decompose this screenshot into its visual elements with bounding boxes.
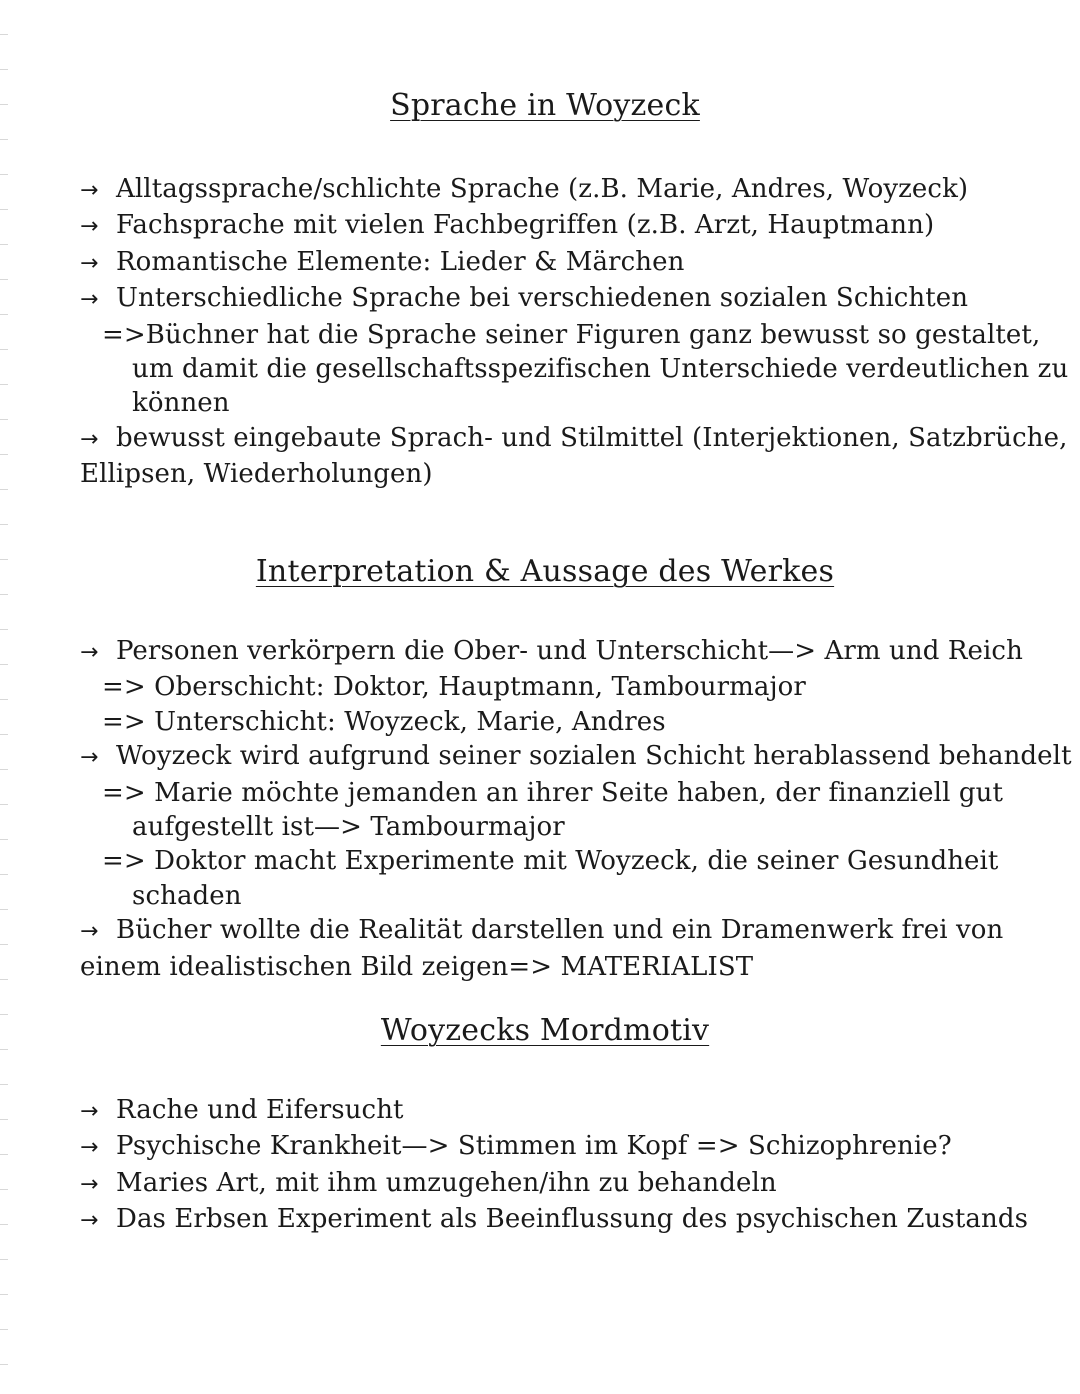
continuation-line: einem idealistischen Bild zeigen=> MATERIALIST (80, 951, 754, 982)
continuation-line: können (132, 388, 230, 419)
section-mordmotiv (80, 1013, 1029, 1239)
bullet-text: Psychische Krankheit—> Stimmen im Kopf => Schizophrenie? (116, 1131, 952, 1162)
arrow-right-icon: → (80, 640, 99, 665)
section-body (80, 172, 1069, 492)
bullet-item (80, 739, 1072, 775)
arrow-right-icon: → (80, 426, 99, 452)
arrow-right-icon: → (80, 919, 99, 945)
sub-item: =>Büchner hat die Sprache seiner Figuren ganz bewusst so gestaltet, (102, 319, 1041, 350)
arrow-right-icon: → (80, 1135, 99, 1161)
section-heading: Sprache in Woyzeck (390, 88, 700, 123)
bullet-item (80, 1093, 1010, 1129)
sub-item: => Unterschicht: Woyzeck, Marie, Andres (102, 706, 666, 737)
section-body (80, 1093, 1029, 1239)
sub-item: => Marie möchte jemanden an ihrer Seite haben, der finanziell gut (102, 777, 1003, 808)
bullet-text: Unterschiedliche Sprache bei verschiedenen sozialen Schichten (116, 283, 969, 314)
bullet-text: Rache und Eifersucht (116, 1095, 404, 1125)
bullet-text: Das Erbsen Experiment als Beeinflussung des psychischen Zustands (116, 1204, 1029, 1235)
bullet-text: Romantische Elemente: Lieder & Märchen (116, 246, 685, 277)
bullet-text: Personen verkörpern die Ober- und Unterschicht—> Arm und Reich (116, 636, 1023, 666)
sub-item: => Doktor macht Experimente mit Woyzeck, die seiner Gesundheit (102, 846, 999, 877)
bullet-text: Fachsprache mit vielen Fachbegriffen (z.B. Arzt, Hauptmann) (116, 210, 935, 241)
sub-item: => Oberschicht: Doktor, Hauptmann, Tambourmajor (102, 672, 806, 703)
arrow-right-icon: → (80, 214, 99, 240)
bullet-item (80, 1202, 1029, 1238)
arrow-right-icon: → (80, 1208, 99, 1234)
bullet-text: bewusst eingebaute Sprach- und Stilmittel (Interjektionen, Satzbrüche, (116, 422, 1068, 453)
arrow-right-icon: → (80, 1171, 99, 1197)
bullet-item (80, 913, 1010, 949)
bullet-item (80, 1166, 1010, 1202)
arrow-right-icon: → (80, 745, 99, 771)
section-heading: Interpretation & Aussage des Werkes (255, 554, 835, 589)
arrow-right-icon: → (80, 178, 99, 203)
arrow-right-icon: → (80, 287, 99, 313)
arrow-right-icon: → (80, 1099, 99, 1124)
continuation-line: aufgestellt ist—> Tambourmajor (132, 812, 565, 843)
arrow-right-icon: → (80, 250, 99, 276)
bullet-item (80, 281, 1010, 317)
bullet-text: Alltagssprache/schlichte Sprache (z.B. Marie, Andres, Woyzeck) (116, 174, 969, 204)
bullet-item (80, 1129, 1010, 1165)
continuation-line: um damit die gesellschaftsspezifischen Unterschiede verdeutlichen zu (132, 354, 1069, 385)
section-interpretation (80, 554, 1072, 984)
bullet-item (80, 634, 1023, 670)
bullet-item (80, 208, 1010, 244)
continuation-line: Ellipsen, Wiederholungen) (80, 459, 433, 490)
section-heading: Woyzecks Mordmotiv (380, 1013, 710, 1048)
section-body (80, 634, 1072, 984)
bullet-text: Maries Art, mit ihm umzugehen/ihn zu behandeln (116, 1167, 777, 1198)
bullet-item (80, 172, 1010, 208)
bullet-text: Woyzeck wird aufgrund seiner sozialen Schicht herablassend behandelt (116, 741, 1072, 772)
continuation-line: schaden (132, 880, 242, 911)
bullet-item (80, 245, 1010, 281)
bullet-text: Bücher wollte die Realität darstellen und ein Dramenwerk frei von (116, 915, 1004, 946)
section-sprache (80, 88, 1069, 492)
bullet-item (80, 421, 1068, 457)
